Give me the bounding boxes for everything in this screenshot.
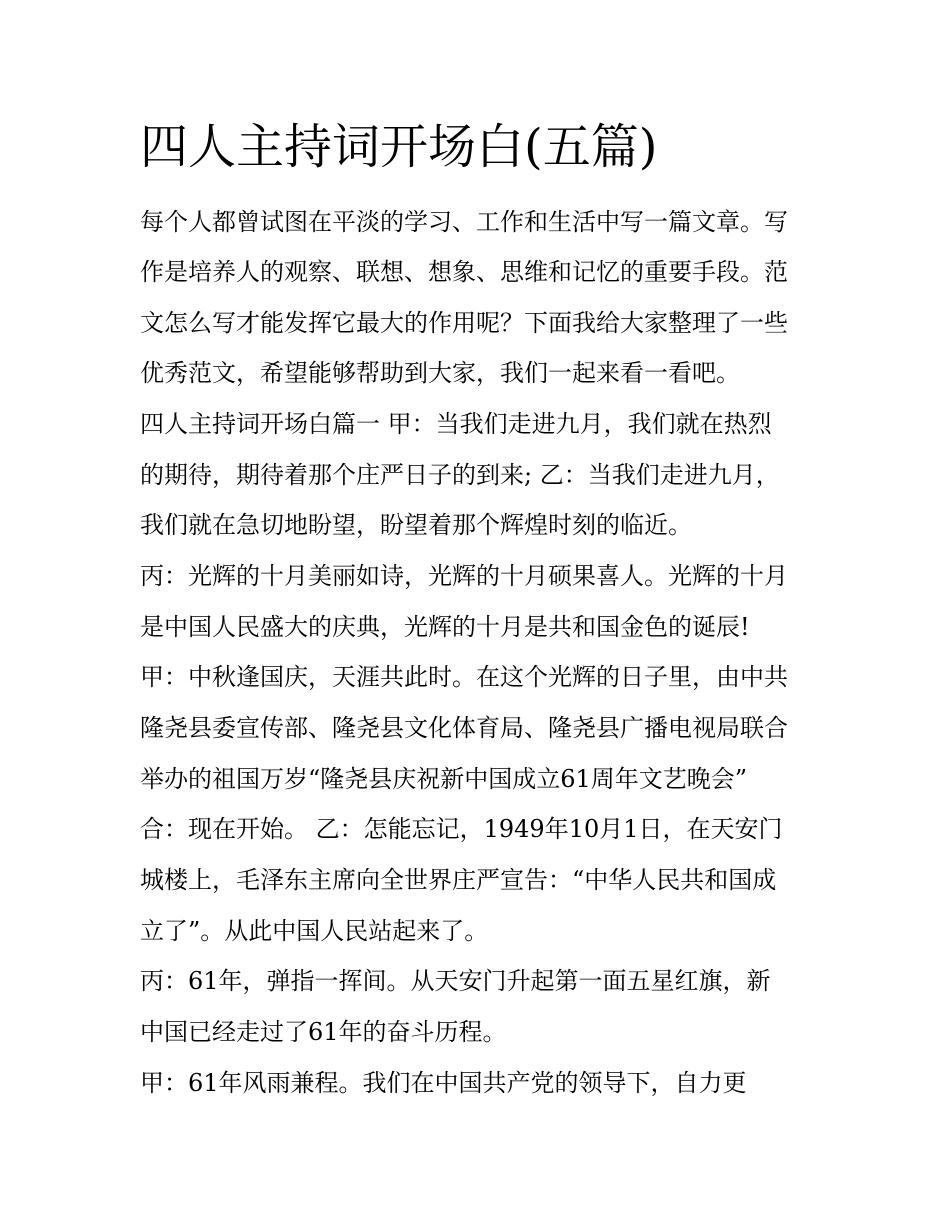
- text-line: 丙：61年，弹指一挥间。从天安门升起第一面五星红旗，新: [140, 967, 771, 995]
- text-line: 举办的祖国万岁“隆尧县庆祝新中国成立61周年文艺晚会”: [140, 765, 748, 793]
- text-line: 四人主持词开场白篇一 甲：当我们走进九月，我们就在热烈: [140, 410, 772, 438]
- text-line: 城楼上，毛泽东主席向全世界庄严宣告：“中华人民共和国成: [140, 866, 777, 894]
- text-line: 是中国人民盛大的庆典，光辉的十月是共和国金色的诞辰!: [140, 613, 750, 641]
- text-line: 隆尧县委宣传部、隆尧县文化体育局、隆尧县广播电视局联合: [140, 714, 788, 742]
- text-line: 优秀范文，希望能够帮助到大家，我们一起来看一看吧。: [140, 359, 740, 387]
- text-line: 每个人都曾试图在平淡的学习、工作和生活中写一篇文章。写: [140, 208, 788, 236]
- text-line: 立了”。从此中国人民站起来了。: [140, 917, 489, 945]
- text-line: 的期待，期待着那个庄严日子的到来; 乙：当我们走进九月，: [140, 461, 780, 489]
- text-line: 我们就在急切地盼望，盼望着那个辉煌时刻的临近。: [140, 511, 692, 539]
- text-line: 中国已经走过了61年的奋斗历程。: [140, 1018, 507, 1046]
- text-line: 合：现在开始。 乙：怎能忘记，1949年10月1日，在天安门: [140, 815, 783, 843]
- text-line: 甲：61年风雨兼程。我们在中国共产党的领导下，自力更: [140, 1069, 747, 1097]
- text-line: 文怎么写才能发挥它最大的作用呢？下面我给大家整理了一些: [140, 309, 788, 337]
- page-title: 四人主持词开场白(五篇): [140, 119, 658, 175]
- text-line: 作是培养人的观察、联想、想象、思维和记忆的重要手段。范: [140, 258, 788, 286]
- text-line: 甲：中秋逢国庆，天涯共此时。在这个光辉的日子里，由中共: [140, 663, 788, 691]
- text-line: 丙：光辉的十月美丽如诗，光辉的十月硕果喜人。光辉的十月: [140, 562, 788, 590]
